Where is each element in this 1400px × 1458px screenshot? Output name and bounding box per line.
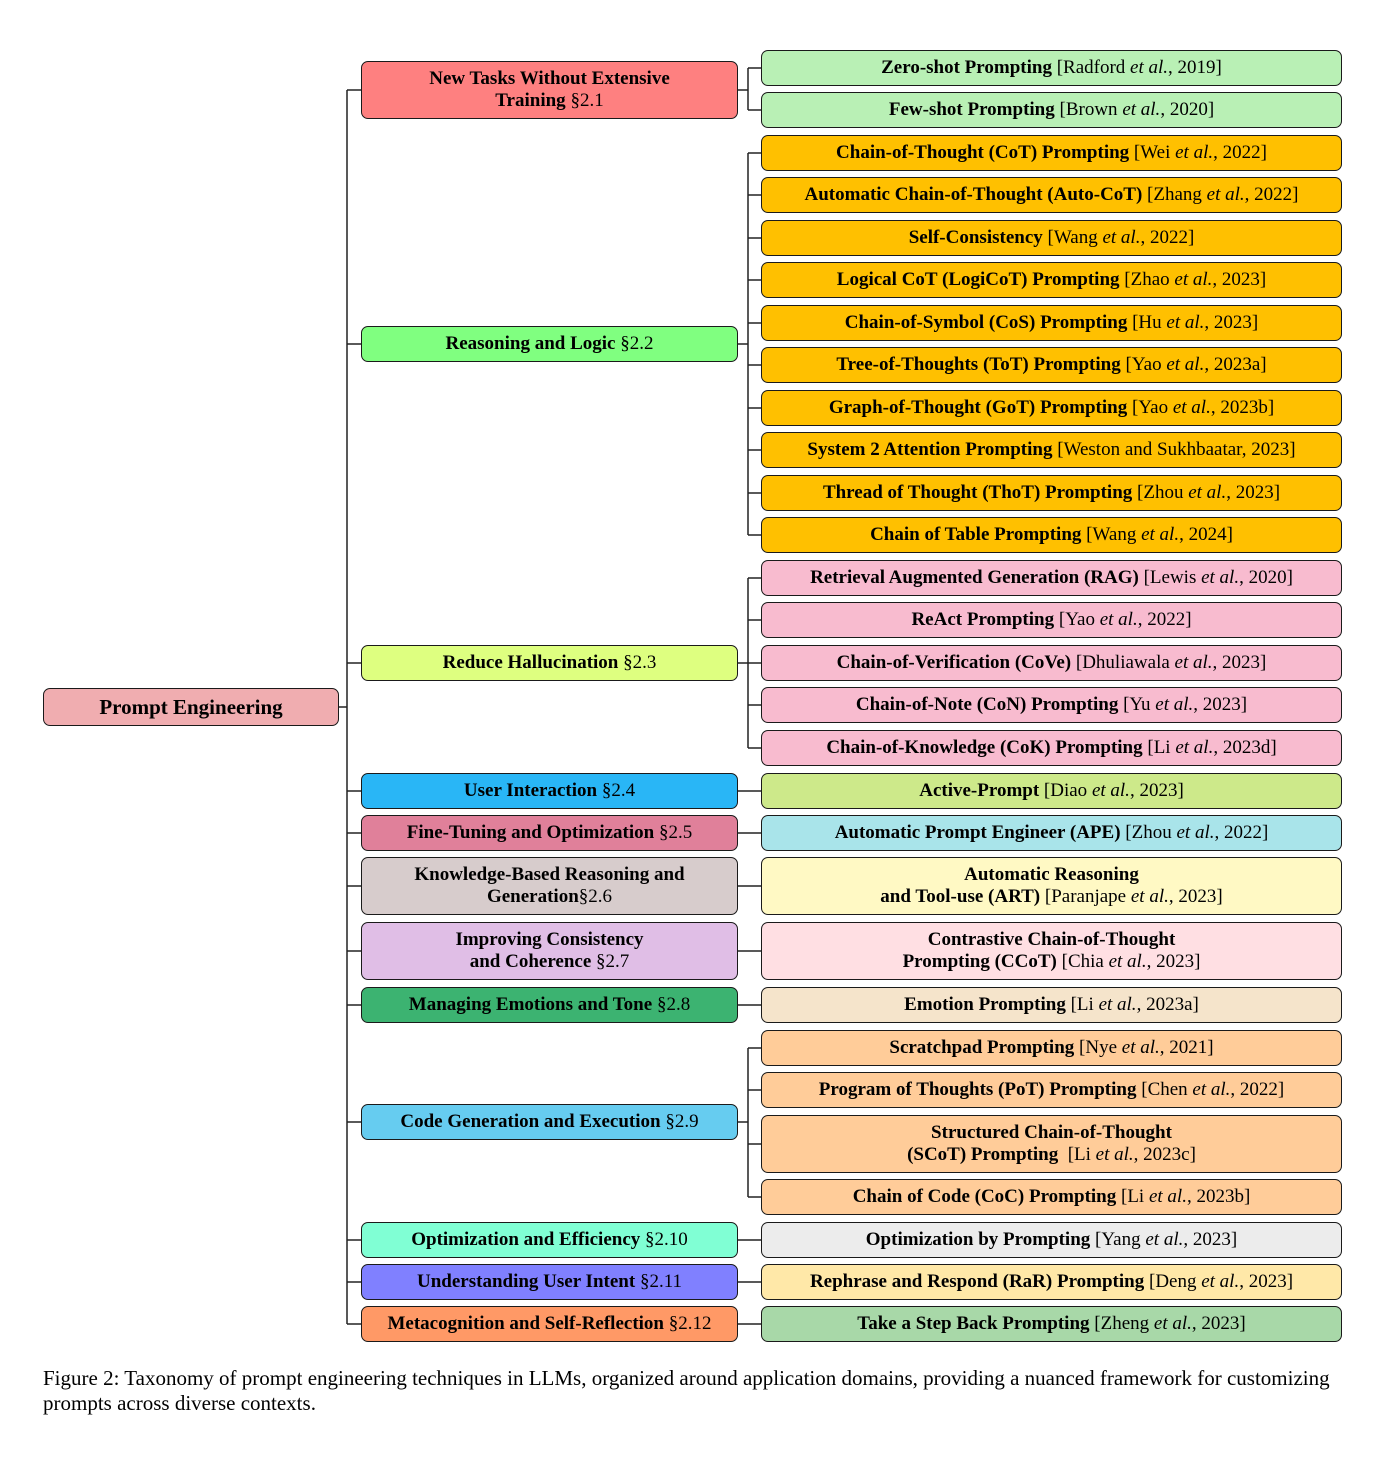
leaf-author: Diao [1050, 780, 1088, 801]
leaf-node: Program of Thoughts (PoT) Prompting [Chen et al., 2022] [761, 1072, 1342, 1108]
leaf-title: Chain-of-Symbol (CoS) Prompting [844, 312, 1128, 333]
leaf-author: Chia [1067, 951, 1104, 972]
leaf-node: Tree-of-Thoughts (ToT) Prompting [Yao et al., 2023a] [761, 347, 1342, 383]
category-section: §2.6 [578, 886, 613, 907]
leaf-etal: et al. [1121, 1037, 1160, 1058]
leaf-title: Automatic Prompt Engineer (APE) [834, 822, 1121, 843]
category-node [361, 326, 738, 362]
leaf-year: 2023b [1196, 1186, 1244, 1207]
leaf-year: 2023 [1221, 269, 1260, 290]
leaf-year: 2023 [1202, 694, 1241, 715]
leaf-title: Program of Thoughts (PoT) Prompting [818, 1079, 1137, 1100]
leaf-node: Contrastive Chain-of-Thought Prompting (CCoT) [Chia et al., 2023] [761, 922, 1342, 980]
category-node [361, 815, 738, 851]
category-node [361, 1306, 738, 1342]
leaf-etal: et al. [1130, 57, 1169, 78]
category-section: §2.5 [658, 822, 693, 843]
category-section: §2.12 [668, 1313, 712, 1334]
leaf-node: Automatic Chain-of-Thought (Auto-CoT) [Zhang et al., 2022] [761, 177, 1342, 213]
leaf-etal: et al. [1141, 524, 1180, 545]
leaf-citation: Weston and Sukhbaatar, 2023 [1063, 439, 1290, 460]
leaf-etal: et al. [1148, 1186, 1187, 1207]
category-section: §2.1 [570, 90, 604, 111]
leaf-year: 2022 [1223, 822, 1262, 843]
leaf-year: 2023b [1220, 397, 1268, 418]
figure-caption: Figure 2: Taxonomy of prompt engineering techniques in LLMs, organized around application domains, providing a nuanced framework for customizing prompts across diverse contexts. [43, 1366, 1330, 1415]
leaf-title: Self-Consistency [908, 227, 1043, 248]
leaf-author: Yao [1065, 609, 1095, 630]
leaf-node: Automatic Prompt Engineer (APE) [Zhou et al., 2022] [761, 815, 1342, 851]
leaf-author: Yao [1138, 397, 1169, 418]
leaf-author: Radford [1063, 57, 1126, 78]
leaf-title: Scratchpad Prompting [889, 1037, 1075, 1058]
leaf-node: System 2 Attention Prompting [Weston and Sukhbaatar, 2023] [761, 432, 1342, 468]
leaf-title: Active-Prompt [919, 780, 1040, 801]
leaf-etal: et al. [1176, 822, 1215, 843]
leaf-node: Chain-of-Symbol (CoS) Prompting [Hu et al., 2023] [761, 305, 1342, 341]
leaf-year: 2023 [1248, 1271, 1287, 1292]
leaf-node: Structured Chain-of-Thought (SCoT) Prompting [Li et al., 2023c] [761, 1115, 1342, 1173]
leaf-node: Optimization by Prompting [Yang et al., 2023] [761, 1222, 1342, 1258]
leaf-title: Tree-of-Thoughts (ToT) Prompting [836, 354, 1121, 375]
leaf-title: Thread of Thought (ThoT) Prompting [822, 482, 1133, 503]
leaf-author: Hu [1138, 312, 1162, 333]
leaf-author: Zheng [1100, 1313, 1150, 1334]
leaf-title: Optimization by Prompting [865, 1229, 1091, 1250]
leaf-etal: et al. [1130, 886, 1169, 907]
root-node [43, 688, 339, 726]
leaf-author: Zhou [1131, 822, 1172, 843]
leaf-author: Lewis [1149, 567, 1197, 588]
category-title: Understanding User Intent [417, 1271, 636, 1292]
leaf-author: Li [1153, 737, 1171, 758]
category-node [361, 1104, 738, 1140]
leaf-year: 2023 [1222, 652, 1261, 673]
leaf-title: Chain-of-Note (CoN) Prompting [855, 694, 1119, 715]
category-node [361, 61, 738, 119]
category-section: §2.2 [620, 333, 654, 354]
leaf-title: Retrieval Augmented Generation (RAG) [810, 567, 1139, 588]
leaf-etal: et al. [1098, 994, 1137, 1015]
leaf-etal: et al. [1201, 567, 1240, 588]
leaf-title: Few-shot Prompting [888, 99, 1055, 120]
leaf-year: 2022 [1254, 184, 1293, 205]
leaf-etal: et al. [1201, 1271, 1240, 1292]
leaf-title: Chain-of-Verification (CoVe) [836, 652, 1072, 673]
leaf-author: Deng [1155, 1271, 1197, 1292]
leaf-etal: et al. [1153, 1313, 1192, 1334]
leaf-author: Li [1127, 1186, 1145, 1207]
leaf-etal: et al. [1174, 269, 1213, 290]
leaf-author: Zhou [1143, 482, 1184, 503]
leaf-etal: et al. [1102, 227, 1141, 248]
leaf-etal: et al. [1122, 99, 1161, 120]
leaf-year: 2023a [1146, 994, 1193, 1015]
leaf-etal: et al. [1192, 1079, 1231, 1100]
leaf-title: Rephrase and Respond (RaR) Prompting [809, 1271, 1145, 1292]
leaf-etal: et al. [1108, 951, 1147, 972]
leaf-node: Take a Step Back Prompting [Zheng et al., 2023] [761, 1306, 1342, 1342]
leaf-title: System 2 Attention Prompting [807, 439, 1053, 460]
root-label: Prompt Engineering [99, 695, 283, 719]
leaf-author: Wei [1140, 142, 1171, 163]
leaf-title: Automatic Reasoning and Tool-use (ART) [880, 864, 1139, 907]
leaf-title: Chain-of-Thought (CoT) Prompting [836, 142, 1130, 163]
category-node [361, 987, 738, 1023]
category-section: §2.8 [656, 994, 691, 1015]
category-node [361, 645, 738, 681]
category-title: Optimization and Efficiency [411, 1229, 641, 1250]
leaf-year: 2023 [1156, 951, 1195, 972]
leaf-year: 2023d [1222, 737, 1271, 758]
leaf-node: Rephrase and Respond (RaR) Prompting [Deng et al., 2023] [761, 1264, 1342, 1300]
leaf-node: Self-Consistency [Wang et al., 2022] [761, 220, 1342, 256]
leaf-node: Emotion Prompting [Li et al., 2023a] [761, 987, 1342, 1023]
category-title: User Interaction [463, 780, 598, 801]
leaf-node: Retrieval Augmented Generation (RAG) [Lewis et al., 2020] [761, 560, 1342, 596]
category-section: §2.4 [601, 780, 636, 801]
category-node [361, 773, 738, 809]
leaf-node: Few-shot Prompting [Brown et al., 2020] [761, 92, 1342, 128]
leaf-node: Active-Prompt [Diao et al., 2023] [761, 773, 1342, 809]
leaf-etal: et al. [1175, 142, 1214, 163]
leaf-author: Wang [1092, 524, 1137, 545]
leaf-node: Thread of Thought (ThoT) Prompting [Zhou et al., 2023] [761, 475, 1342, 511]
leaf-etal: et al. [1188, 482, 1227, 503]
leaf-node: Chain-of-Verification (CoVe) [Dhuliawala et al., 2023] [761, 645, 1342, 681]
leaf-etal: et al. [1155, 694, 1194, 715]
leaf-etal: et al. [1166, 312, 1205, 333]
category-title: Improving Consistency and Coherence [455, 929, 644, 972]
category-section: §2.7 [596, 951, 630, 972]
leaf-node: Chain of Table Prompting [Wang et al., 2024] [761, 517, 1342, 553]
leaf-etal: et al. [1099, 609, 1138, 630]
leaf-author: Zhao [1130, 269, 1170, 290]
category-title: Code Generation and Execution [400, 1111, 661, 1132]
category-section: §2.9 [665, 1111, 699, 1132]
leaf-author: Dhuliawala [1082, 652, 1170, 673]
leaf-node: Logical CoT (LogiCoT) Prompting [Zhao et al., 2023] [761, 262, 1342, 298]
leaf-node: Scratchpad Prompting [Nye et al., 2021] [761, 1030, 1342, 1066]
leaf-etal: et al. [1166, 354, 1205, 375]
leaf-etal: et al. [1206, 184, 1245, 205]
category-title: Metacognition and Self-Reflection [387, 1313, 664, 1334]
leaf-author: Yao [1131, 354, 1162, 375]
leaf-etal: et al. [1172, 397, 1211, 418]
leaf-node: Chain-of-Knowledge (CoK) Prompting [Li et al., 2023d] [761, 730, 1342, 766]
leaf-author: Nye [1085, 1037, 1118, 1058]
leaf-author: Yang [1101, 1229, 1141, 1250]
leaf-year: 2024 [1188, 524, 1227, 545]
category-title: New Tasks Without Extensive Training [429, 68, 670, 111]
category-section: §2.11 [639, 1271, 682, 1292]
leaf-node: ReAct Prompting [Yao et al., 2022] [761, 602, 1342, 638]
leaf-etal: et al. [1145, 1229, 1184, 1250]
leaf-etal: et al. [1091, 780, 1130, 801]
leaf-etal: et al. [1095, 1144, 1134, 1165]
leaf-etal: et al. [1174, 652, 1213, 673]
leaf-year: 2023a [1213, 354, 1261, 375]
leaf-author: Chen [1147, 1079, 1188, 1100]
leaf-year: 2019 [1177, 57, 1216, 78]
leaf-year: 2022 [1147, 609, 1186, 630]
leaf-node: Automatic Reasoning and Tool-use (ART) [Paranjape et al., 2023] [761, 857, 1342, 915]
category-title: Managing Emotions and Tone [408, 994, 653, 1015]
leaf-etal: et al. [1175, 737, 1214, 758]
leaf-node: Zero-shot Prompting [Radford et al., 2019] [761, 50, 1342, 86]
category-title: Knowledge-Based Reasoning and Generation [414, 864, 685, 907]
leaf-node: Chain-of-Thought (CoT) Prompting [Wei et al., 2022] [761, 135, 1342, 171]
leaf-author: Li [1074, 1144, 1091, 1165]
leaf-year: 2023c [1143, 1144, 1190, 1165]
leaf-node: Chain-of-Note (CoN) Prompting [Yu et al., 2023] [761, 687, 1342, 723]
leaf-title: Chain-of-Knowledge (CoK) Prompting [826, 737, 1143, 758]
category-node [361, 1222, 738, 1258]
leaf-node: Graph-of-Thought (GoT) Prompting [Yao et al., 2023b] [761, 390, 1342, 426]
category-node [361, 922, 738, 980]
leaf-year: 2020 [1169, 99, 1208, 120]
category-section: §2.3 [623, 652, 657, 673]
leaf-year: 2023 [1235, 482, 1274, 503]
category-node [361, 857, 738, 915]
leaf-title: Chain of Code (CoC) Prompting [852, 1186, 1117, 1207]
leaf-year: 2023 [1213, 312, 1252, 333]
leaf-year: 2023 [1201, 1313, 1240, 1334]
leaf-author: Yu [1129, 694, 1151, 715]
leaf-author: Wang [1053, 227, 1098, 248]
leaf-year: 2023 [1192, 1229, 1231, 1250]
category-title: Reasoning and Logic [445, 333, 616, 354]
leaf-author: Paranjape [1051, 886, 1127, 907]
leaf-title: Chain of Table Prompting [870, 524, 1082, 545]
leaf-year: 2021 [1169, 1037, 1208, 1058]
leaf-title: Logical CoT (LogiCoT) Prompting [836, 269, 1120, 290]
leaf-node: Chain of Code (CoC) Prompting [Li et al., 2023b] [761, 1179, 1342, 1215]
leaf-title: ReAct Prompting [911, 609, 1055, 630]
leaf-title: Automatic Chain-of-Thought (Auto-CoT) [804, 184, 1143, 205]
leaf-title: Zero-shot Prompting [881, 57, 1052, 78]
leaf-title: Contrastive Chain-of-Thought Prompting (CCoT) [902, 929, 1176, 972]
category-title: Fine-Tuning and Optimization [406, 822, 655, 843]
leaf-year: 2023 [1139, 780, 1178, 801]
leaf-year: 2020 [1248, 567, 1287, 588]
leaf-author: Li [1076, 994, 1094, 1015]
leaf-title: Emotion Prompting [904, 994, 1066, 1015]
category-title: Reduce Hallucination [442, 652, 619, 673]
category-section: §2.10 [645, 1229, 688, 1250]
leaf-year: 2023 [1178, 886, 1217, 907]
leaf-author: Brown [1065, 99, 1118, 120]
leaf-year: 2022 [1222, 142, 1261, 163]
category-node [361, 1264, 738, 1300]
leaf-author: Zhang [1153, 184, 1202, 205]
leaf-year: 2022 [1239, 1079, 1278, 1100]
leaf-title: Structured Chain-of-Thought (SCoT) Prompting [907, 1122, 1172, 1165]
leaf-year: 2022 [1149, 227, 1188, 248]
leaf-title: Take a Step Back Prompting [857, 1313, 1090, 1334]
leaf-title: Graph-of-Thought (GoT) Prompting [828, 397, 1128, 418]
